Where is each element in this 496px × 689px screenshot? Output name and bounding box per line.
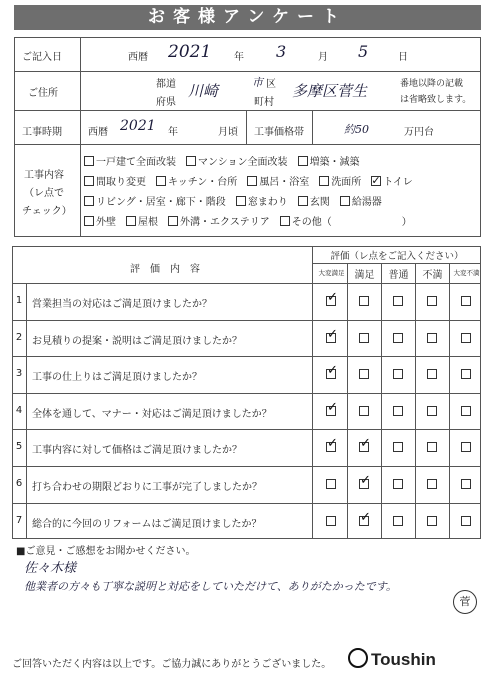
city-label-bottom: 町村 [254,97,274,108]
company-logo [348,648,436,670]
rating-checkbox-普通[interactable] [393,333,403,343]
comments-label: ■ご意見・ご感想をお聞かせください。 [16,546,196,557]
work-option-checkbox[interactable] [84,216,94,226]
work-option[interactable] [168,217,270,228]
work-option-label: 屋根 [138,217,158,228]
period-month-unit: 月頃 [218,127,238,138]
question-row-divider [12,466,481,467]
rating-checkbox-大変満足[interactable] [326,333,336,343]
question-row-divider [12,320,481,321]
work-option-label: 洗面所 [331,177,362,188]
work-option-label: リビング・居室・廊下・階段 [96,197,226,208]
rating-checkbox-普通[interactable] [393,406,403,416]
work-option-checkbox[interactable] [186,156,196,166]
question-number: 3 [15,368,23,380]
work-option-checkbox[interactable] [280,216,290,226]
rating-checkbox-大変不満[interactable] [461,406,471,416]
rating-checkbox-普通[interactable] [393,516,403,526]
question-text: 打ち合わせの期限どおりに工事が完了しましたか？ [32,482,262,493]
work-label-line2: （レ点で [24,188,64,199]
town-value[interactable]: 多摩区菅生 [292,82,368,100]
period-era: 西暦 [88,127,108,138]
comments-text-line1[interactable]: 佐々木様 [24,561,77,576]
question-number: 6 [15,478,23,489]
comments-text-line2[interactable]: 他業者の方々も丁寧な説明と対応をしていただけて、ありがたかったです。 [24,580,397,593]
address-label: ご住所 [28,88,58,99]
rating-checkbox-大変満足[interactable] [326,369,336,379]
work-option[interactable] [236,197,288,208]
label-column-divider [80,37,81,237]
work-option[interactable] [247,177,309,188]
question-text: お見積りの提案・説明はご満足頂けましたか？ [32,335,242,347]
footer-message: ご回答いただく内容は以上です。ご協力誠にありがとうございました。 [12,659,332,670]
question-number: 1 [15,295,23,306]
rating-level-1: 大変満足 [318,269,345,277]
work-option-checkbox[interactable] [236,196,246,206]
rating-checkbox-不満[interactable] [427,479,437,489]
work-option[interactable] [84,197,226,208]
question-text: 工事内容に対して価格はご満足頂けましたか？ [32,445,242,457]
rating-level-3: 普通 [388,270,409,281]
rating-checkbox-満足[interactable] [359,369,369,379]
price-unit: 万円台 [404,127,434,138]
row-divider [14,144,481,145]
work-row [84,153,478,173]
work-option-label: 外溝・エクステリア [180,217,270,228]
rating-checkbox-普通[interactable] [393,296,403,306]
rating-checkbox-大変満足[interactable] [326,296,336,306]
rating-checkbox-大変不満[interactable] [461,516,471,526]
work-option-checkbox[interactable] [247,176,257,186]
work-option-label: 一戸建て全面改装 [96,157,176,168]
row-divider [14,71,481,72]
work-option-checkbox[interactable] [126,216,136,226]
work-option-checkbox[interactable] [84,196,94,206]
rating-checkbox-不満[interactable] [427,442,437,452]
work-option[interactable] [371,177,413,188]
work-option[interactable] [84,157,176,168]
rating-checkbox-大変満足[interactable] [326,479,336,489]
work-option-label: マンション全面改装 [198,157,288,168]
work-option-checkbox[interactable] [371,176,381,186]
work-option[interactable] [84,177,146,188]
work-option-label: 玄関 [309,197,330,208]
work-row [84,213,478,233]
work-row [84,193,478,213]
rating-checkbox-満足[interactable] [359,406,369,416]
logo-text: Toushin [371,650,436,669]
rating-checkbox-満足[interactable] [359,516,369,526]
work-option-checkbox[interactable] [298,156,308,166]
price-label: 工事価格帯 [254,127,304,138]
work-label-line1: 工事内容 [24,170,64,181]
question-text: 全体を通して、マナー・対応はご満足頂けましたか？ [32,408,272,420]
work-option[interactable] [340,197,382,208]
question-row-divider [12,356,481,357]
work-label-line3: チェック） [22,206,72,217]
work-option-checkbox[interactable] [298,196,308,206]
address-note-line2: は省略致します。 [400,95,472,105]
work-option[interactable] [280,217,412,228]
work-option-checkbox[interactable] [156,176,166,186]
price-divider [312,110,313,144]
date-month-value[interactable]: 3 [276,42,287,61]
rating-checkbox-不満[interactable] [427,516,437,526]
rating-checkbox-不満[interactable] [427,369,437,379]
city-label-top: 区 [266,79,276,90]
period-divider [246,110,247,144]
address-note-line1: 番地以降の記載 [400,79,464,89]
city-prefix-mark: 市 [252,76,263,89]
pref-label-bottom: 府県 [156,97,176,108]
question-number: 7 [15,514,23,526]
logo-mark-icon [348,648,368,668]
rating-checkbox-大変不満[interactable] [461,369,471,379]
date-label: ご記入日 [22,52,62,63]
work-option-checkbox[interactable] [84,176,94,186]
work-option[interactable] [186,157,288,168]
work-option-label: 外壁 [96,217,116,228]
work-option[interactable] [126,217,158,228]
rating-checkbox-普通[interactable] [393,369,403,379]
rating-checkbox-大変不満[interactable] [461,333,471,343]
rating-checkbox-不満[interactable] [427,406,437,416]
rating-checkbox-大変不満[interactable] [461,296,471,306]
question-row-divider [12,393,481,394]
work-option-checkbox[interactable] [340,196,350,206]
evaluation-items-header: 評 価 内 容 [130,264,200,275]
date-year-unit: 年 [234,52,244,63]
rating-checkbox-大変満足[interactable] [326,442,336,452]
question-number: 4 [15,404,23,416]
stamp-text: 菅 [459,595,471,608]
num-column-divider [26,283,27,539]
rating-level-5: 大変不満 [453,269,480,277]
evaluation-rating-header: 評価（レ点をご記入ください） [330,251,464,262]
survey-title: お客様アンケート [14,5,481,30]
header-bottom-divider [12,283,481,284]
rating-checkbox-満足[interactable] [359,442,369,452]
rating-checkbox-大変満足[interactable] [326,516,336,526]
date-day-value[interactable]: 5 [358,42,369,61]
rating-column-line [449,263,450,539]
question-row-divider [12,503,481,504]
rating-level-4: 不満 [422,270,443,281]
rating-level-2: 満足 [354,270,375,281]
period-label: 工事時期 [22,127,62,138]
rating-checkbox-大変不満[interactable] [461,479,471,489]
work-option-label: 間取り変更 [96,177,146,188]
work-option-checkbox[interactable] [168,216,178,226]
rating-header-divider [312,263,481,264]
rating-checkbox-普通[interactable] [393,442,403,452]
period-year-unit: 年 [168,127,178,138]
work-option-label: 風呂・浴室 [259,177,310,188]
work-row [84,173,478,193]
date-era: 西暦 [128,52,148,63]
question-text: 営業担当の対応はご満足頂けましたか？ [32,299,212,310]
work-option-label: キッチン・台所 [168,177,238,188]
price-value[interactable]: 約50 [344,123,369,136]
work-option[interactable] [84,217,116,228]
work-option[interactable] [156,177,237,188]
rating-checkbox-満足[interactable] [359,479,369,489]
rating-checkbox-普通[interactable] [393,479,403,489]
pref-label-top: 都道 [156,79,176,90]
work-option-label: 窓まわり [247,197,288,208]
work-option-checkbox[interactable] [84,156,94,166]
work-type-checklist [84,153,478,233]
date-day-unit: 日 [398,52,408,63]
question-number: 5 [15,441,23,453]
work-option-label: 増築・減築 [309,157,360,168]
question-number: 2 [15,331,23,343]
signature-stamp [453,590,477,614]
rating-column-line [347,263,348,539]
date-month-unit: 月 [318,52,328,63]
pref-value[interactable]: 川崎 [188,82,219,100]
work-option-label: その他（ ） [291,217,412,228]
work-option-label: トイレ [383,177,413,188]
rating-checkbox-大変満足[interactable] [326,406,336,416]
work-option-checkbox[interactable] [319,176,329,186]
work-option-label: 給湯器 [351,197,382,208]
rating-column-line [381,263,382,539]
question-text: 工事の仕上りはご満足頂けましたか？ [32,372,202,384]
row-divider [14,110,481,111]
rating-checkbox-不満[interactable] [427,333,437,343]
date-year-value[interactable]: 2021 [168,42,212,62]
work-option[interactable] [298,197,330,208]
work-option[interactable] [298,157,360,168]
work-option[interactable] [319,177,361,188]
rating-column-line [415,263,416,539]
period-year-value[interactable]: 2021 [120,118,156,134]
question-row-divider [12,429,481,430]
rating-checkbox-大変不満[interactable] [461,442,471,452]
rating-checkbox-満足[interactable] [359,296,369,306]
question-text: 総合的に今回のリフォームはご満足頂けましたか？ [32,518,262,530]
rating-checkbox-不満[interactable] [427,296,437,306]
rating-checkbox-満足[interactable] [359,333,369,343]
